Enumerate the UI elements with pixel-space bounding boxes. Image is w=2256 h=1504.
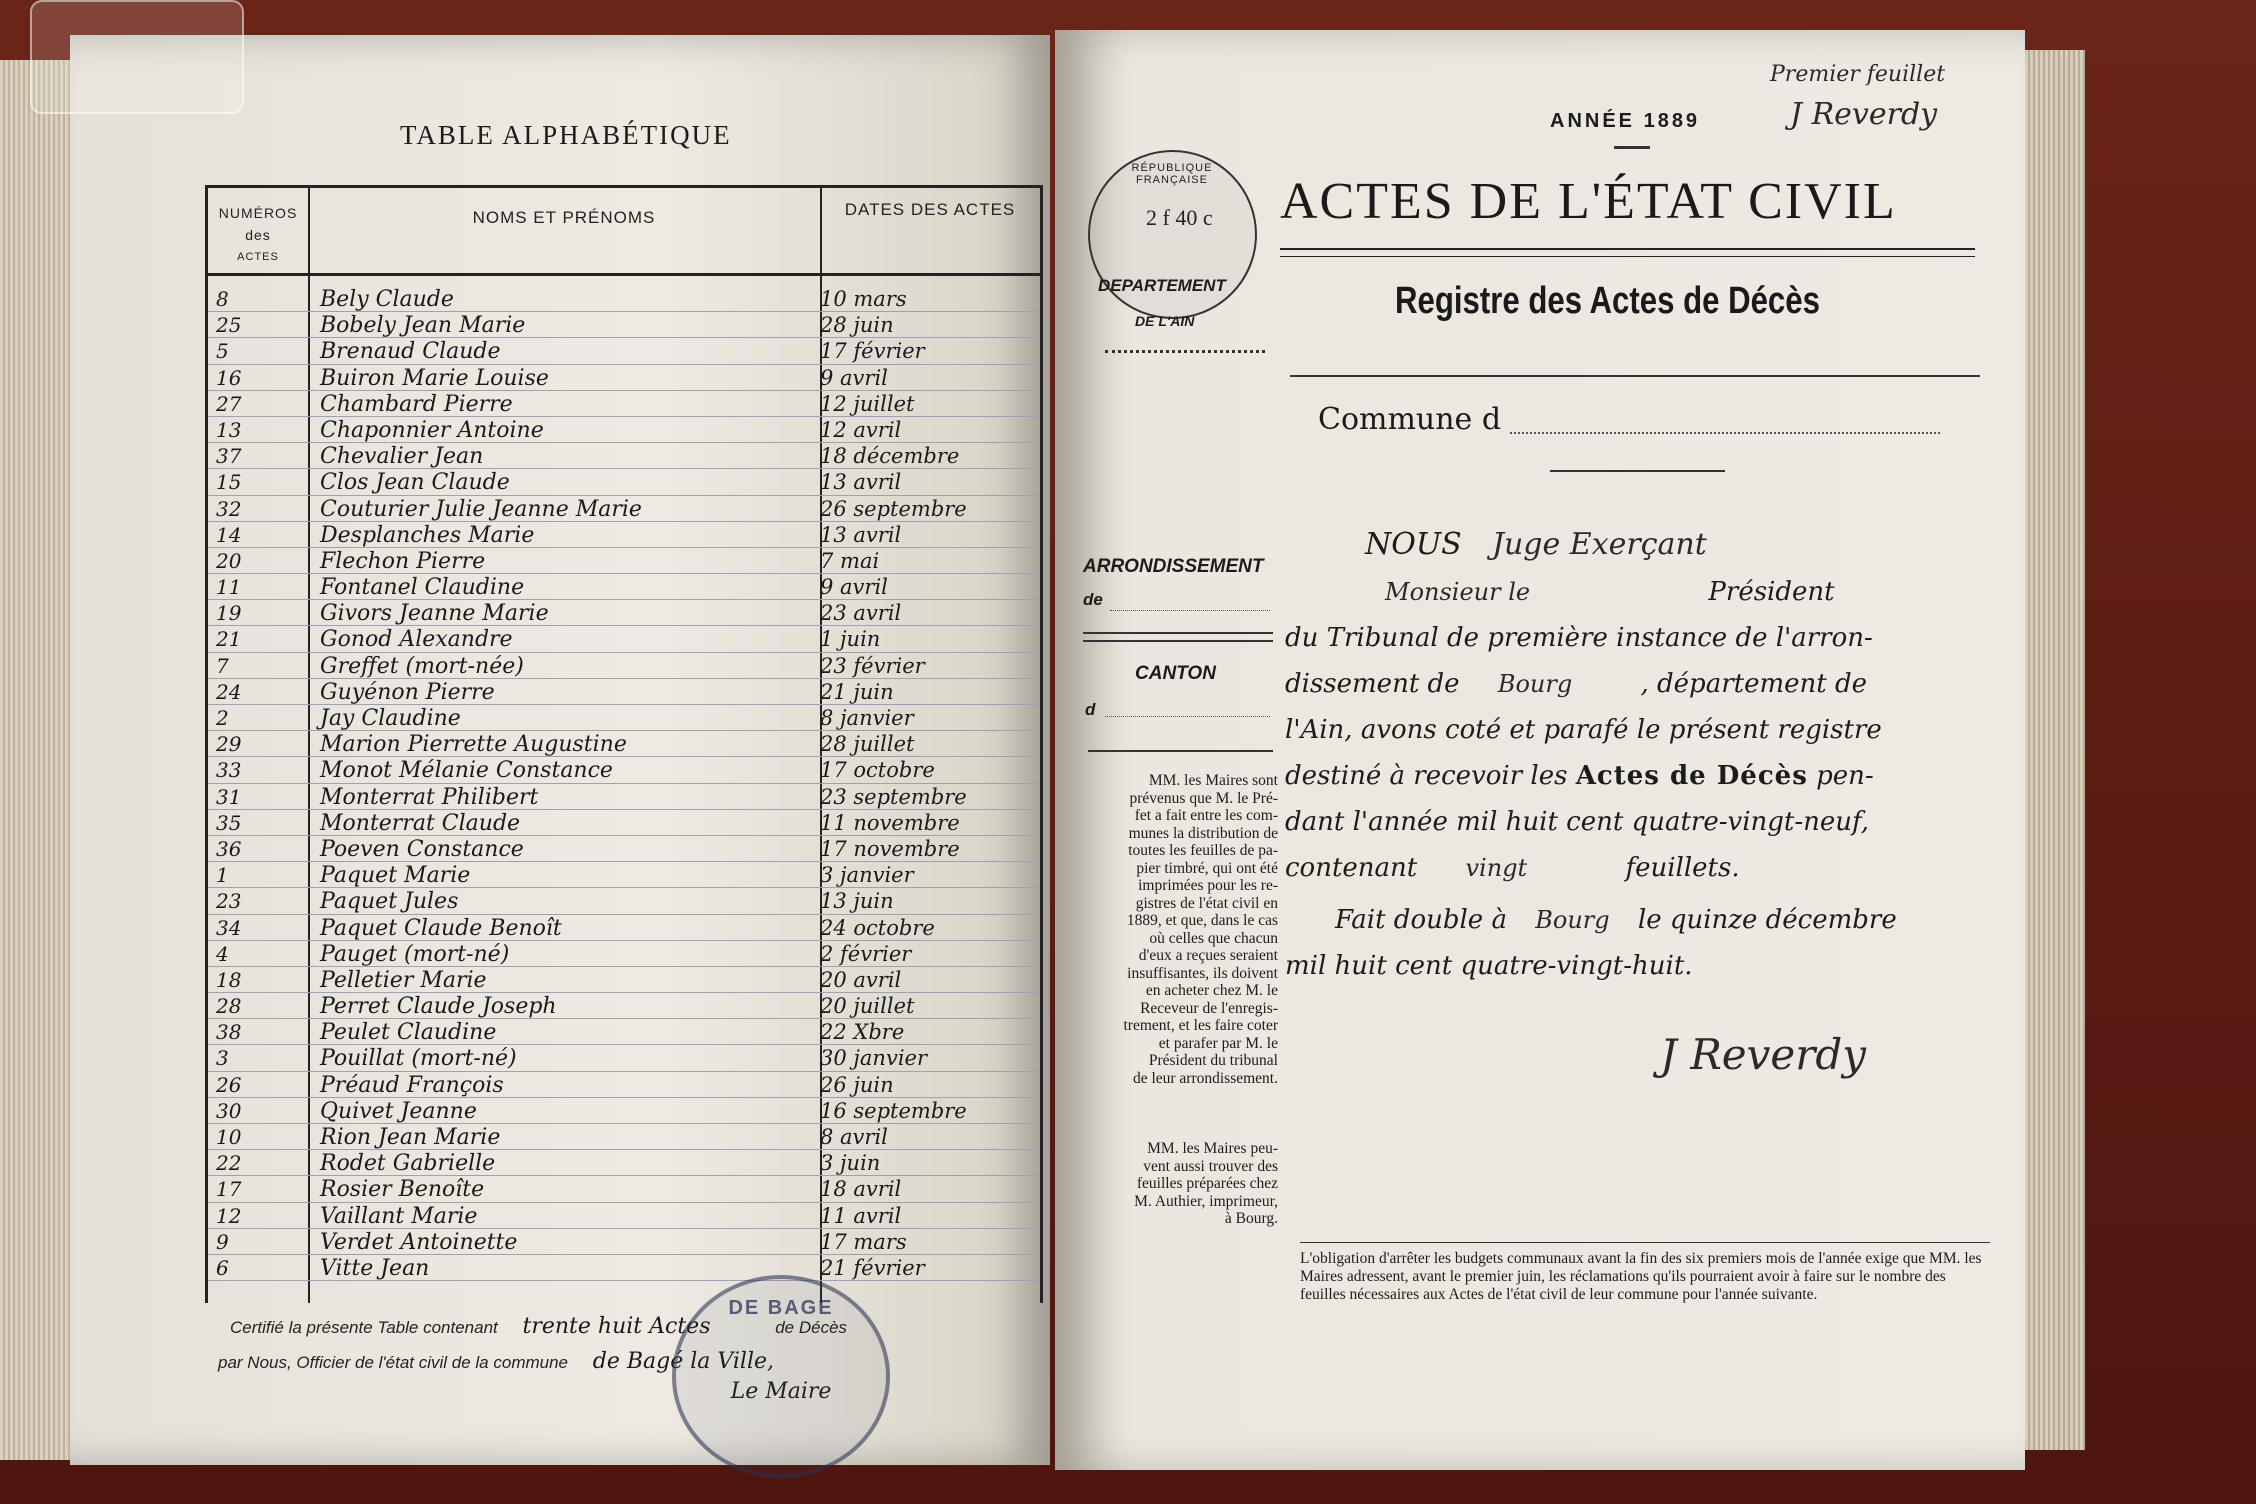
row-number: 30 (216, 1098, 242, 1123)
row-number: 19 (216, 601, 242, 626)
body-line-5: l'Ain, avons coté et parafé le présent registre (1285, 715, 1882, 745)
table-row (208, 469, 1040, 495)
table-row (208, 810, 1040, 836)
row-number: 26 (216, 1072, 242, 1097)
cert-hand-1: trente huit Actes (522, 1314, 711, 1339)
row-name: Préaud François (320, 1072, 504, 1098)
canton-line (1105, 716, 1270, 717)
row-name: Vitte Jean (320, 1255, 430, 1281)
notice-line: 1889, et que, dans le cas (1126, 912, 1278, 929)
row-date: 28 juillet (820, 732, 915, 757)
row-date: 30 janvier (820, 1046, 927, 1071)
body-line-9 (1335, 897, 1985, 943)
row-date: 21 juin (820, 679, 894, 704)
table-row (208, 653, 1040, 679)
row-number: 20 (216, 548, 242, 573)
line6-text: destiné à recevoir les (1285, 761, 1568, 791)
line8-text-b: feuillets. (1625, 853, 1740, 883)
row-number: 18 (216, 967, 242, 992)
nous-label: NOUS (1365, 527, 1462, 562)
table-row (208, 626, 1040, 652)
line8-text: contenant (1285, 853, 1418, 883)
row-date: 18 avril (820, 1177, 902, 1202)
row-number: 7 (216, 653, 229, 678)
body-line-7: dant l'année mil huit cent quatre-vingt-neuf, (1285, 807, 1869, 837)
seal-ornament (1105, 350, 1265, 353)
row-number: 3 (216, 1046, 229, 1071)
row-date: 24 octobre (820, 915, 935, 940)
line2-text: Président (1708, 577, 1835, 607)
notice-printer (1098, 1140, 1278, 1228)
register-rule (1290, 375, 1980, 377)
row-name: Pouillat (mort-né) (320, 1046, 517, 1072)
register-body (1285, 522, 1985, 989)
header-numeros-3: ACTES (237, 251, 279, 263)
row-number: 33 (216, 758, 242, 783)
table-row (208, 1072, 1040, 1098)
row-date: 28 juin (820, 313, 894, 338)
row-date: 8 avril (820, 1125, 888, 1149)
table-row (208, 757, 1040, 783)
ornament (1614, 146, 1650, 149)
line2-hand: Monsieur le (1385, 578, 1531, 606)
page-edges-left (0, 60, 70, 1460)
table-row (208, 1019, 1040, 1045)
mairie-stamp (672, 1275, 890, 1478)
row-date: 23 février (820, 653, 925, 678)
table-row (208, 836, 1040, 862)
corner-note-1: Premier feuillet (1770, 62, 1946, 87)
arrondissement-line (1110, 610, 1270, 611)
row-date: 12 juillet (820, 391, 915, 416)
row-number: 27 (216, 391, 242, 416)
line6-text-b: pen- (1816, 761, 1874, 791)
row-number: 12 (216, 1203, 242, 1228)
notice-line: pier timbré, qui ont été (1136, 859, 1278, 877)
row-date: 17 février (820, 339, 925, 364)
line4-hand: Bourg (1497, 670, 1573, 698)
table-row (208, 1150, 1040, 1176)
row-name: Couturier Julie Jeanne Marie (320, 496, 642, 522)
table-row (208, 888, 1040, 914)
canton-d: d (1085, 700, 1096, 719)
year-heading: ANNÉE 1889 (1550, 110, 1701, 132)
row-date: 16 septembre (820, 1098, 967, 1123)
cert-text-1: Certifié la présente Table contenant (230, 1318, 498, 1337)
table-row (208, 1045, 1040, 1071)
row-name: Pauget (mort-né) (320, 941, 510, 967)
canton-label: CANTON (1135, 663, 1216, 684)
body-line-10: mil huit cent quatre-vingt-huit. (1285, 951, 1693, 981)
row-name: Rosier Benoîte (320, 1177, 485, 1203)
table-rows (208, 286, 1040, 1281)
table-row (208, 338, 1040, 364)
row-name: Monot Mélanie Constance (320, 758, 613, 784)
notice-line: Receveur de l'enregis- (1140, 999, 1278, 1017)
row-number: 22 (216, 1151, 242, 1176)
body-line-2 (1285, 569, 1985, 615)
footnote-rule (1300, 1242, 1990, 1243)
row-date: 18 décembre (820, 444, 960, 469)
row-number: 6 (216, 1255, 229, 1280)
cert-hand-2: de Bagé la Ville, (592, 1349, 774, 1374)
row-number: 13 (216, 417, 242, 442)
row-number: 21 (216, 627, 242, 652)
row-number: 31 (216, 784, 242, 809)
table-row (208, 1203, 1040, 1229)
index-table (205, 185, 1043, 1303)
row-date: 17 octobre (820, 758, 935, 783)
arrondissement-de: de (1083, 590, 1103, 609)
row-date: 21 février (820, 1255, 925, 1280)
row-name: Chambard Pierre (320, 391, 513, 417)
nous-hand: Juge Exerçant (1491, 527, 1707, 562)
notice-line: à Bourg. (1224, 1210, 1278, 1227)
row-date: 26 juin (820, 1072, 894, 1097)
header-numeros (208, 202, 308, 268)
row-name: Givors Jeanne Marie (320, 601, 549, 627)
row-date: 13 avril (820, 470, 902, 495)
row-number: 17 (216, 1177, 242, 1202)
row-number: 25 (216, 313, 242, 338)
row-date: 3 juin (820, 1151, 881, 1176)
row-date: 26 septembre (820, 496, 967, 521)
table-row (208, 574, 1040, 600)
row-number: 14 (216, 522, 242, 547)
table-row (208, 915, 1040, 941)
table-row (208, 548, 1040, 574)
line9-text: Fait double à (1335, 905, 1507, 935)
table-row (208, 365, 1040, 391)
seal-ring-text: RÉPUBLIQUE FRANÇAISE (1131, 162, 1213, 186)
notice-line: trement, et les faire coter (1123, 1017, 1278, 1034)
row-name: Flechon Pierre (320, 548, 486, 574)
notice-line: Président du tribunal (1148, 1052, 1278, 1069)
row-number: 11 (216, 575, 242, 600)
table-row (208, 731, 1040, 757)
stamp-hand: Le Maire (730, 1379, 832, 1404)
notice-line: MM. les Maires sont (1148, 772, 1278, 789)
glass-clip (30, 0, 244, 114)
table-row (208, 1229, 1040, 1255)
main-title: ACTES DE L'ÉTAT CIVIL (1280, 173, 1897, 230)
notice-line: toutes les feuilles de pa- (1128, 842, 1278, 859)
table-row (208, 391, 1040, 417)
row-date: 9 avril (820, 575, 888, 600)
notice-line: gistres de l'état civil en (1135, 894, 1278, 912)
row-name: Jay Claudine (320, 706, 461, 731)
row-number: 10 (216, 1125, 242, 1149)
stamp-text: DE BAGE (728, 1297, 834, 1319)
row-number: 1 (216, 863, 229, 888)
table-row (208, 941, 1040, 967)
row-name: Peulet Claudine (320, 1020, 497, 1046)
body-line-8 (1285, 845, 1985, 891)
notice-line: de leur arrondissement. (1132, 1069, 1278, 1087)
signature: J Reverdy (1660, 1030, 1866, 1079)
row-name: Chaponnier Antoine (320, 417, 544, 443)
row-number: 37 (216, 444, 242, 469)
table-row (208, 1176, 1040, 1202)
notice-line: vent aussi trouver des (1143, 1157, 1278, 1175)
row-number: 29 (216, 732, 242, 757)
row-name: Verdet Antoinette (320, 1229, 518, 1255)
table-title: TABLE ALPHABÉTIQUE (400, 120, 732, 150)
notice-line: feuilles préparées chez (1136, 1175, 1278, 1192)
row-name: Pelletier Marie (320, 967, 487, 993)
side-rule (1083, 632, 1273, 642)
header-names: NOMS ET PRÉNOMS (472, 208, 656, 227)
row-date: 8 janvier (820, 706, 914, 730)
table-row (208, 1124, 1040, 1150)
row-name: Gonod Alexandre (320, 627, 513, 653)
notice-line: insuffisantes, ils doivent (1127, 964, 1278, 982)
row-date: 17 novembre (820, 836, 960, 861)
line9-hand: Bourg (1535, 906, 1610, 934)
row-date: 2 février (820, 941, 912, 966)
corner-note-2: J Reverdy (1790, 97, 1938, 132)
row-name: Paquet Marie (320, 863, 471, 889)
body-line-6 (1285, 753, 1985, 799)
row-number: 5 (216, 339, 229, 364)
row-date: 9 avril (820, 365, 888, 390)
row-name: Vaillant Marie (320, 1203, 478, 1229)
body-line-1 (1365, 522, 1985, 569)
row-name: Paquet Claude Benoît (320, 915, 562, 941)
row-name: Clos Jean Claude (320, 470, 510, 496)
row-name: Poeven Constance (320, 836, 524, 862)
row-number: 32 (216, 496, 242, 521)
table-row (208, 417, 1040, 443)
row-number: 24 (216, 679, 242, 704)
notice-line: d'eux a reçues seraient (1138, 947, 1278, 964)
row-name: Bobely Jean Marie (320, 313, 526, 339)
row-name: Chevalier Jean (320, 444, 484, 470)
row-name: Guyénon Pierre (320, 679, 495, 705)
seal-value: 2 f 40 c (1146, 205, 1213, 230)
line9-text-b: le quinze décembre (1637, 905, 1897, 935)
title-rule (1280, 248, 1975, 257)
row-number: 9 (216, 1229, 229, 1254)
row-name: Rodet Gabrielle (320, 1151, 496, 1177)
row-date: 23 septembre (820, 784, 967, 809)
row-name: Paquet Jules (320, 889, 459, 915)
line4-text-b: , département de (1640, 669, 1867, 699)
header-rule (208, 273, 1040, 276)
notice-line: où celles que chacun (1149, 929, 1278, 947)
row-name: Desplanches Marie (320, 522, 535, 548)
row-date: 22 Xbre (820, 1020, 905, 1045)
table-row (208, 679, 1040, 705)
row-date: 11 avril (820, 1203, 902, 1228)
row-name: Buiron Marie Louise (320, 365, 549, 391)
row-name: Brenaud Claude (320, 339, 501, 365)
notice-line: en acheter chez M. le (1145, 982, 1278, 999)
row-date: 13 avril (820, 522, 902, 547)
row-number: 35 (216, 810, 242, 835)
corner-note (1770, 55, 1945, 135)
row-number: 16 (216, 365, 242, 390)
row-name: Monterrat Philibert (320, 784, 539, 810)
row-date: 10 mars (820, 287, 907, 311)
notice-line: et parafer par M. le (1158, 1034, 1278, 1052)
table-row (208, 993, 1040, 1019)
row-number: 4 (216, 941, 229, 966)
table-row (208, 1255, 1040, 1281)
table-row (208, 705, 1040, 731)
table-row (208, 600, 1040, 626)
row-name: Monterrat Claude (320, 810, 521, 836)
row-date: 3 janvier (820, 863, 914, 888)
notice-line: munes la distribution de (1128, 824, 1278, 842)
department-name: DE L'AIN (1135, 313, 1195, 329)
row-number: 8 (216, 287, 229, 311)
notice-line: fet a fait entre les com- (1134, 807, 1278, 824)
row-name: Greffet (mort-née) (320, 653, 524, 679)
table-row (208, 862, 1040, 888)
arrondissement-label: ARRONDISSEMENT (1083, 556, 1264, 577)
table-row (208, 312, 1040, 338)
row-date: 20 juillet (820, 994, 915, 1019)
register-title: Registre des Actes de Décès (1395, 280, 1820, 322)
header-numeros-2: des (245, 227, 271, 243)
commune-rule (1550, 470, 1725, 472)
table-row (208, 967, 1040, 993)
cert-text-1b: de Décès (775, 1318, 848, 1337)
table-row (208, 443, 1040, 469)
commune-line (1510, 432, 1940, 434)
row-date: 12 avril (820, 417, 902, 442)
row-date: 17 mars (820, 1229, 907, 1254)
row-date: 23 avril (820, 601, 902, 626)
notice-line: imprimées pour les re- (1138, 877, 1278, 894)
table-row (208, 286, 1040, 312)
canton-rule (1088, 750, 1273, 752)
footnote: L'obligation d'arrêter les budgets communaux avant la fin des six premiers mois de l'année exige que MM. les Maires adressent, avant le premier juin, les réclamations qu'ils pourraient avoir à faire sur le nombre des feuilles nécessaires aux Actes de l'état civil de leur commune pour l'année suivante. (1300, 1250, 1982, 1303)
row-date: 20 avril (820, 967, 902, 992)
body-line-4 (1285, 661, 1985, 707)
page-edges-right (2025, 50, 2085, 1450)
line4-text: dissement de (1285, 669, 1460, 699)
header-dates: DATES DES ACTES (844, 200, 1016, 219)
table-row (208, 784, 1040, 810)
notice-line: prévenus que M. le Pré- (1129, 789, 1278, 807)
row-name: Fontanel Claudine (320, 575, 525, 601)
row-name: Rion Jean Marie (320, 1125, 501, 1150)
row-number: 34 (216, 915, 242, 940)
row-number: 15 (216, 470, 242, 495)
table-row (208, 522, 1040, 548)
row-number: 38 (216, 1020, 242, 1045)
row-date: 7 mai (820, 548, 880, 573)
body-line-3: du Tribunal de première instance de l'arron- (1285, 623, 1873, 653)
row-date: 1 juin (820, 627, 881, 652)
row-name: Marion Pierrette Augustine (320, 732, 627, 758)
row-number: 36 (216, 836, 242, 861)
row-number: 28 (216, 994, 242, 1019)
line6-smallcaps: Actes de Décès (1575, 761, 1808, 791)
cert-text-2: par Nous, Officier de l'état civil de la commune (218, 1353, 569, 1372)
row-name: Quivet Jeanne (320, 1098, 477, 1124)
notice-line: MM. les Maires peu- (1147, 1140, 1278, 1157)
row-name: Perret Claude Joseph (320, 994, 557, 1020)
row-number: 2 (216, 706, 229, 730)
row-date: 11 novembre (820, 810, 960, 835)
row-number: 23 (216, 889, 242, 914)
notice-line: M. Authier, imprimeur, (1134, 1192, 1278, 1210)
table-row (208, 496, 1040, 522)
row-date: 13 juin (820, 889, 894, 914)
commune-label: Commune d (1318, 402, 1502, 437)
line8-hand: vingt (1465, 854, 1528, 882)
row-name: Bely Claude (320, 287, 454, 312)
header-numeros-1: NUMÉROS (218, 205, 298, 221)
department-label: DEPARTEMENT (1098, 276, 1226, 295)
table-row (208, 1098, 1040, 1124)
notice-prefect (1098, 772, 1278, 1087)
